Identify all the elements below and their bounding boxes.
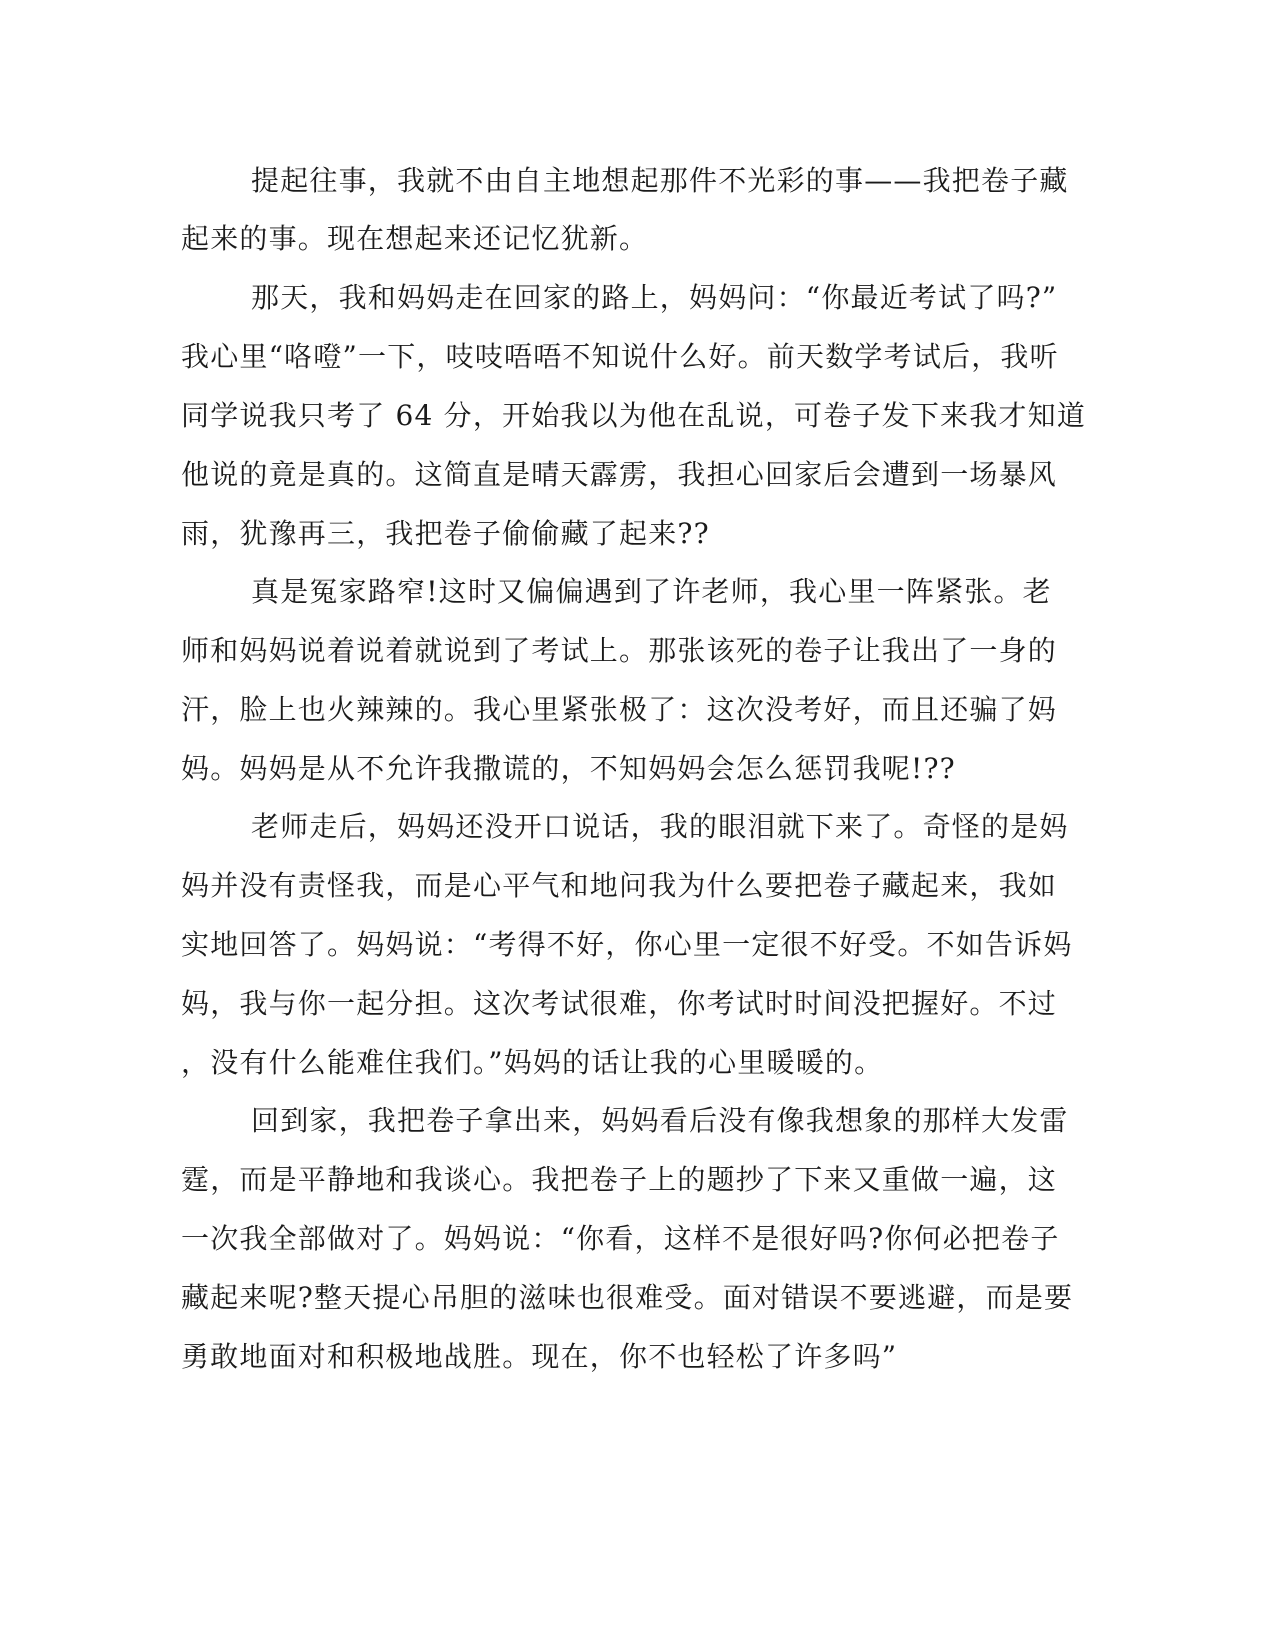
paragraph-5-line-2: 霆，而是平静地和我谈心。我把卷子上的题抄了下来又重做一遍，这 [181,1163,1058,1196]
paragraph-3-line-3: 汗，脸上也火辣辣的。我心里紧张极了：这次没考好，而且还骗了妈 [181,693,1058,726]
paragraph-1-line-1: 提起往事，我就不由自主地想起那件不光彩的事——我把卷子藏 [251,164,1069,197]
paragraph-2-line-5: 雨，犹豫再三，我把卷子偷偷藏了起来?? [181,517,710,550]
paragraph-5-line-1: 回到家，我把卷子拿出来，妈妈看后没有像我想象的那样大发雷 [251,1104,1069,1137]
paragraph-5-line-4: 藏起来呢?整天提心吊胆的滋味也很难受。面对错误不要逃避，而是要 [181,1281,1074,1314]
paragraph-4-line-1: 老师走后，妈妈还没开口说话，我的眼泪就下来了。奇怪的是妈 [251,810,1069,843]
paragraph-4-line-3: 实地回答了。妈妈说：“考得不好，你心里一定很不好受。不如告诉妈 [181,928,1073,961]
paragraph-1-line-2: 起来的事。现在想起来还记忆犹新。 [181,222,649,255]
paragraph-5-line-5: 勇敢地面对和积极地战胜。现在，你不也轻松了许多吗” [181,1340,898,1373]
paragraph-2-line-3: 同学说我只考了 64 分，开始我以为他在乱说，可卷子发下来我才知道 [181,399,1087,432]
paragraph-3-line-2: 师和妈妈说着说着就说到了考试上。那张该死的卷子让我出了一身的 [181,634,1058,667]
paragraph-2-line-2: 我心里“咯噔”一下，吱吱唔唔不知说什么好。前天数学考试后，我听 [181,340,1059,373]
paragraph-2-line-1: 那天，我和妈妈走在回家的路上，妈妈问：“你最近考试了吗?” [251,281,1058,314]
paragraph-5-line-3: 一次我全部做对了。妈妈说：“你看，这样不是很好吗?你何必把卷子 [181,1222,1060,1255]
paragraph-4-line-4: 妈，我与你一起分担。这次考试很难，你考试时时间没把握好。不过 [181,987,1058,1020]
paragraph-4-line-5: ，没有什么能难住我们。”妈妈的话让我的心里暖暖的。 [181,1046,884,1079]
paragraph-3-line-1: 真是冤家路窄!这时又偏偏遇到了许老师，我心里一阵紧张。老 [251,575,1052,608]
paragraph-2-line-4: 他说的竟是真的。这简直是晴天霹雳，我担心回家后会遭到一场暴风 [181,458,1058,491]
paragraph-4-line-2: 妈并没有责怪我，而是心平气和地问我为什么要把卷子藏起来，我如 [181,869,1058,902]
paragraph-3-line-4: 妈。妈妈是从不允许我撒谎的，不知妈妈会怎么惩罚我呢!?? [181,752,956,785]
